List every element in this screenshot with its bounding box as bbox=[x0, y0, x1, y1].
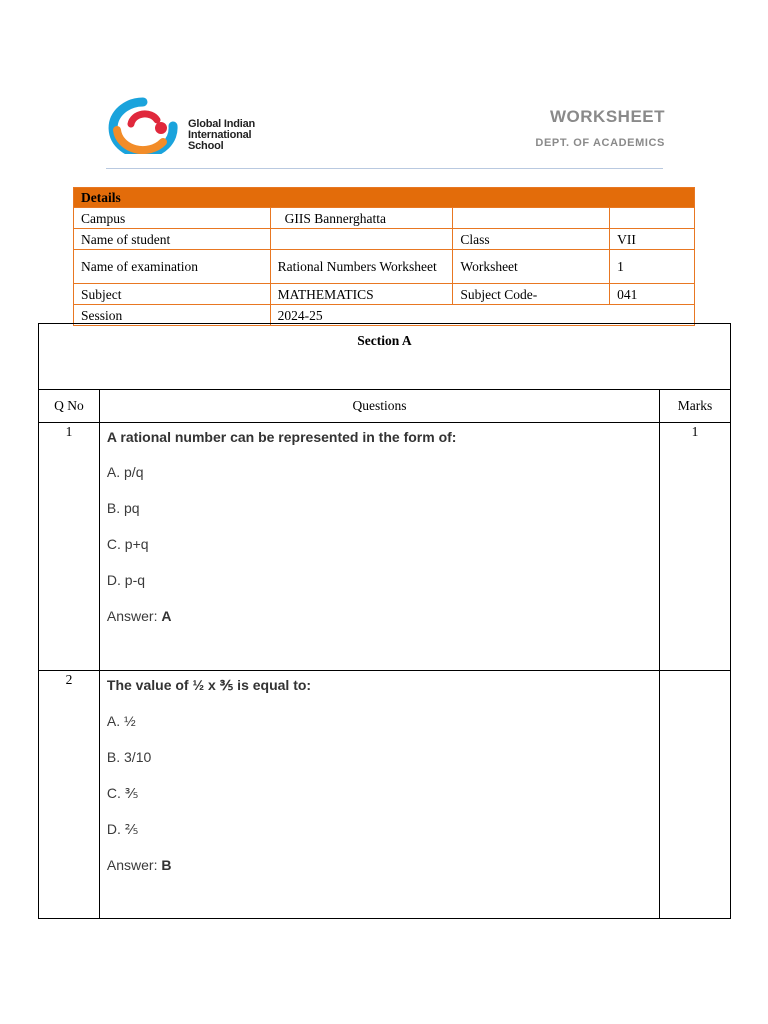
column-header-qno: Q No bbox=[39, 390, 100, 423]
question-number: 1 bbox=[39, 423, 100, 671]
details-row-subject bbox=[74, 284, 695, 305]
question-text: A rational number can be represented in the form of: bbox=[106, 429, 457, 445]
details-value: 1 bbox=[610, 250, 695, 284]
question-cell bbox=[99, 423, 659, 671]
school-logo bbox=[103, 94, 183, 154]
details-value: 2024-25 bbox=[270, 305, 694, 326]
details-value: VII bbox=[610, 229, 695, 250]
department-label: DEPT. OF ACADEMICS bbox=[535, 137, 665, 149]
details-value: GIIS Bannerghatta bbox=[270, 208, 453, 229]
question-cell bbox=[99, 671, 659, 919]
details-label: Subject bbox=[74, 284, 271, 305]
school-name-line-1: Global Indian bbox=[188, 118, 256, 130]
details-label: Class bbox=[453, 229, 610, 250]
details-label: Campus bbox=[74, 208, 271, 229]
details-label: Worksheet bbox=[453, 250, 610, 284]
answer-line bbox=[107, 857, 659, 874]
column-header-marks: Marks bbox=[660, 390, 731, 423]
section-a-table bbox=[38, 323, 731, 919]
header-divider bbox=[106, 168, 663, 169]
details-label: Name of examination bbox=[74, 250, 271, 284]
option-a: A. p/q bbox=[106, 464, 144, 480]
details-value: MATHEMATICS bbox=[270, 284, 453, 305]
column-header-questions: Questions bbox=[99, 390, 659, 423]
option-b: B. pq bbox=[106, 500, 140, 516]
question-row bbox=[39, 423, 731, 671]
answer-value: B bbox=[161, 857, 172, 873]
details-row-student bbox=[74, 229, 695, 250]
details-table bbox=[73, 187, 695, 326]
school-name-line-3: School bbox=[188, 140, 224, 152]
answer-label: Answer: bbox=[106, 857, 162, 873]
details-label bbox=[453, 208, 610, 229]
option-b: B. 3/10 bbox=[106, 749, 152, 765]
answer-value: A bbox=[161, 608, 172, 624]
option-c: C. ⅗ bbox=[106, 785, 139, 801]
worksheet-title: WORKSHEET bbox=[550, 107, 665, 126]
option-d: D. p-q bbox=[106, 572, 146, 588]
school-name-line-2: International bbox=[188, 129, 252, 141]
section-title: Section A bbox=[39, 324, 731, 390]
details-value bbox=[610, 208, 695, 229]
question-marks bbox=[660, 671, 731, 919]
details-value: Rational Numbers Worksheet bbox=[270, 250, 453, 284]
details-label: Name of student bbox=[74, 229, 271, 250]
details-value: 041 bbox=[610, 284, 695, 305]
option-a: A. ½ bbox=[106, 713, 136, 729]
details-label: Session bbox=[74, 305, 271, 326]
answer-line bbox=[107, 608, 659, 625]
answer-label: Answer: bbox=[106, 608, 162, 624]
question-row bbox=[39, 671, 731, 919]
question-text: The value of ½ x ⅗ is equal to: bbox=[106, 677, 312, 693]
details-heading: Details bbox=[74, 188, 695, 208]
details-row-campus bbox=[74, 208, 695, 229]
question-marks: 1 bbox=[660, 423, 731, 671]
option-c: C. p+q bbox=[106, 536, 149, 552]
student-name-field[interactable] bbox=[270, 229, 453, 250]
option-d: D. ⅖ bbox=[106, 821, 139, 837]
school-name bbox=[188, 119, 255, 152]
details-label: Subject Code- bbox=[453, 284, 610, 305]
details-row-examination bbox=[74, 250, 695, 284]
question-number: 2 bbox=[39, 671, 100, 919]
